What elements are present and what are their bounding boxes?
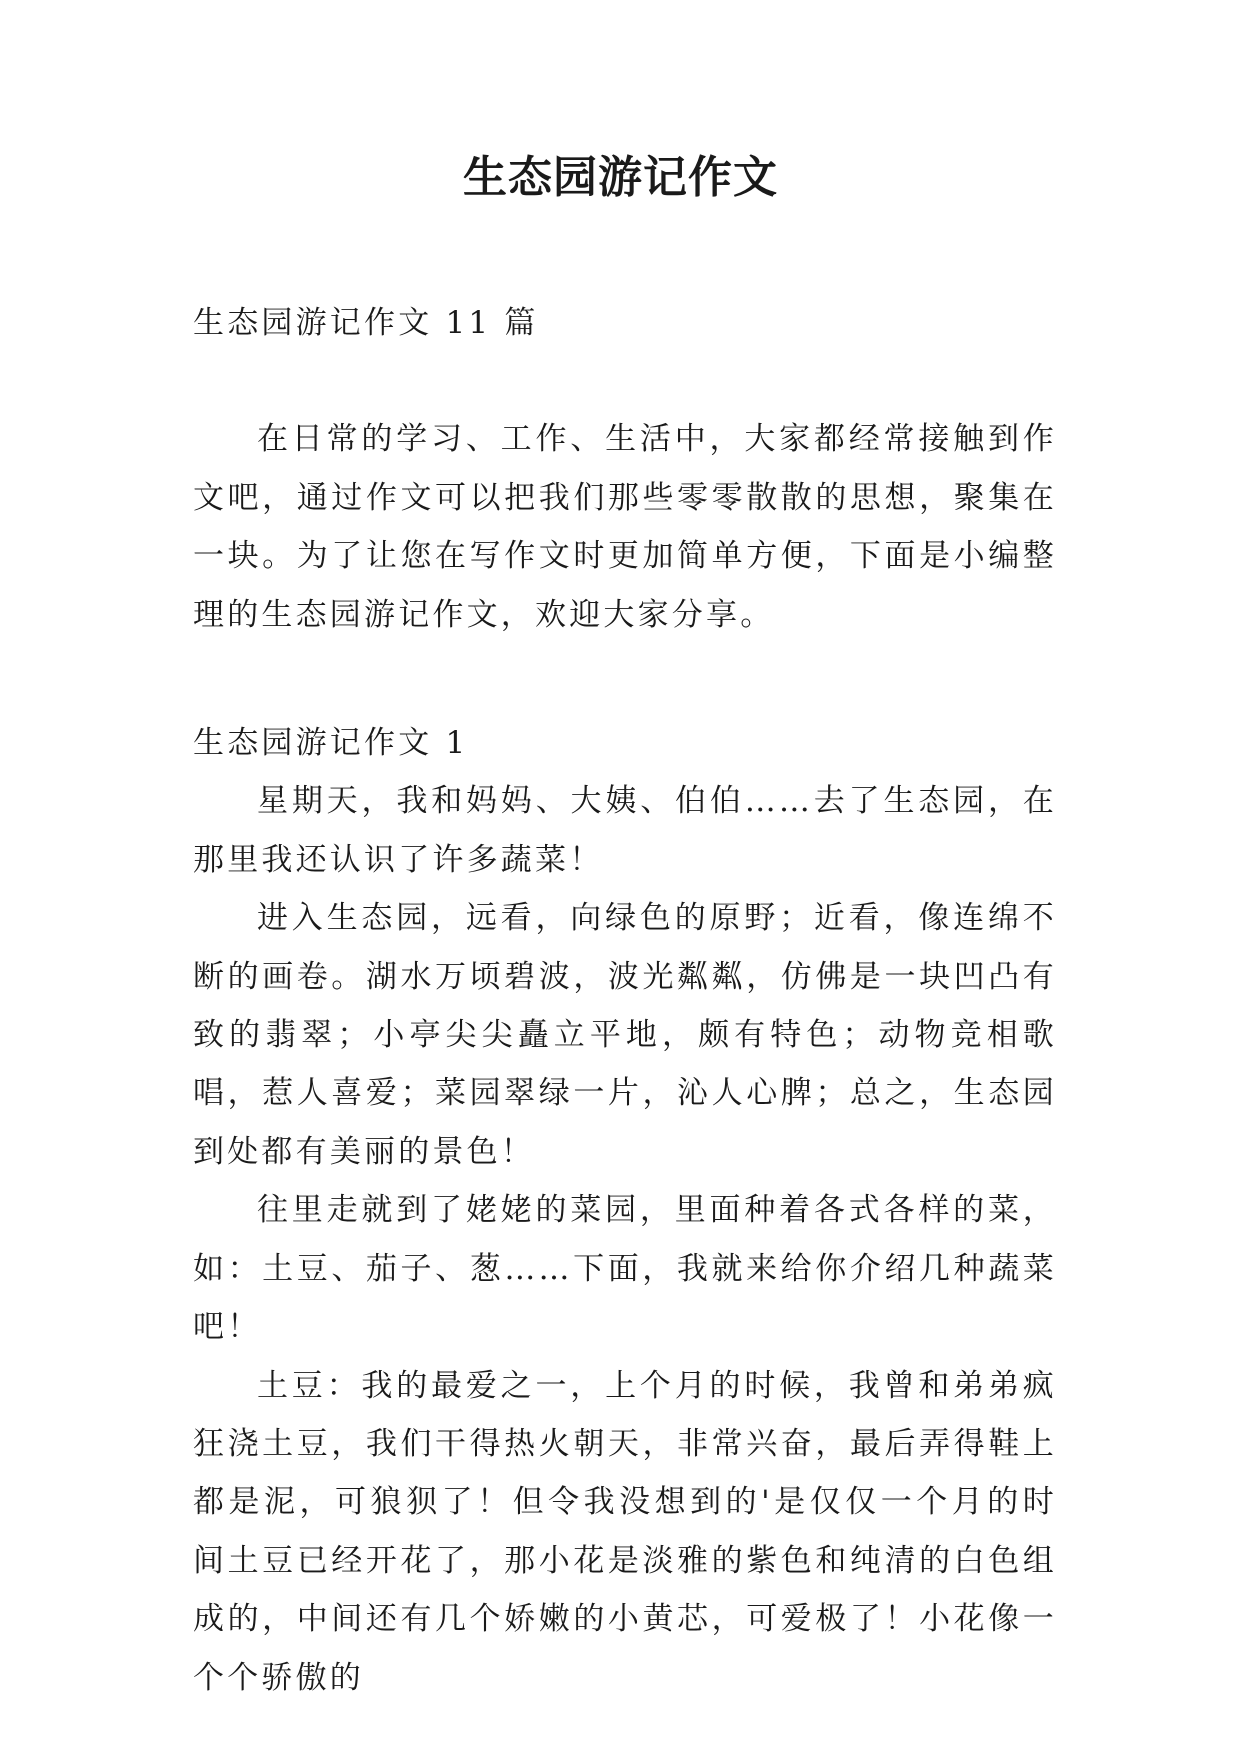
document-body	[193, 294, 1057, 1707]
body-paragraph: 星期天，我和妈妈、大姨、伯伯……去了生态园，在那里我还认识了许多蔬菜！	[193, 783, 1057, 878]
body-paragraph: 土豆：我的最爱之一，上个月的时候，我曾和弟弟疯狂浇土豆，我们干得热火朝天，非常兴奋，最后弄得鞋上都是泥，可狼狈了！但令我没想到的'是仅仅一个月的时间土豆已经开花了，那小花是淡雅的紫色和纯清的白色组成的，中间还有几个娇嫩的小黄芯，可爱极了！小花像一个个骄傲的	[193, 1367, 1057, 1696]
section-heading: 生态园游记作文 1	[193, 725, 469, 762]
body-paragraph: 往里走就到了姥姥的菜园，里面种着各式各样的菜，如：土豆、茄子、葱……下面，我就来给你介绍几种蔬菜吧！	[193, 1192, 1057, 1346]
document-subtitle: 生态园游记作文 11 篇	[193, 305, 539, 341]
document-title: 生态园游记作文	[463, 152, 778, 203]
intro-paragraph: 在日常的学习、工作、生活中，大家都经常接触到作文吧，通过作文可以把我们那些零零散散的思想，聚集在一块。为了让您在写作文时更加简单方便，下面是小编整理的生态园游记作文，欢迎大家分享。	[193, 421, 1057, 633]
body-paragraph: 进入生态园，远看，向绿色的原野；近看，像连绵不断的画卷。湖水万顷碧波，波光粼粼，仿佛是一块凹凸有致的翡翠；小亭尖尖矗立平地，颇有特色；动物竞相歌唱，惹人喜爱；菜园翠绿一片，沁人心脾；总之，生态园到处都有美丽的景色！	[193, 900, 1057, 1170]
